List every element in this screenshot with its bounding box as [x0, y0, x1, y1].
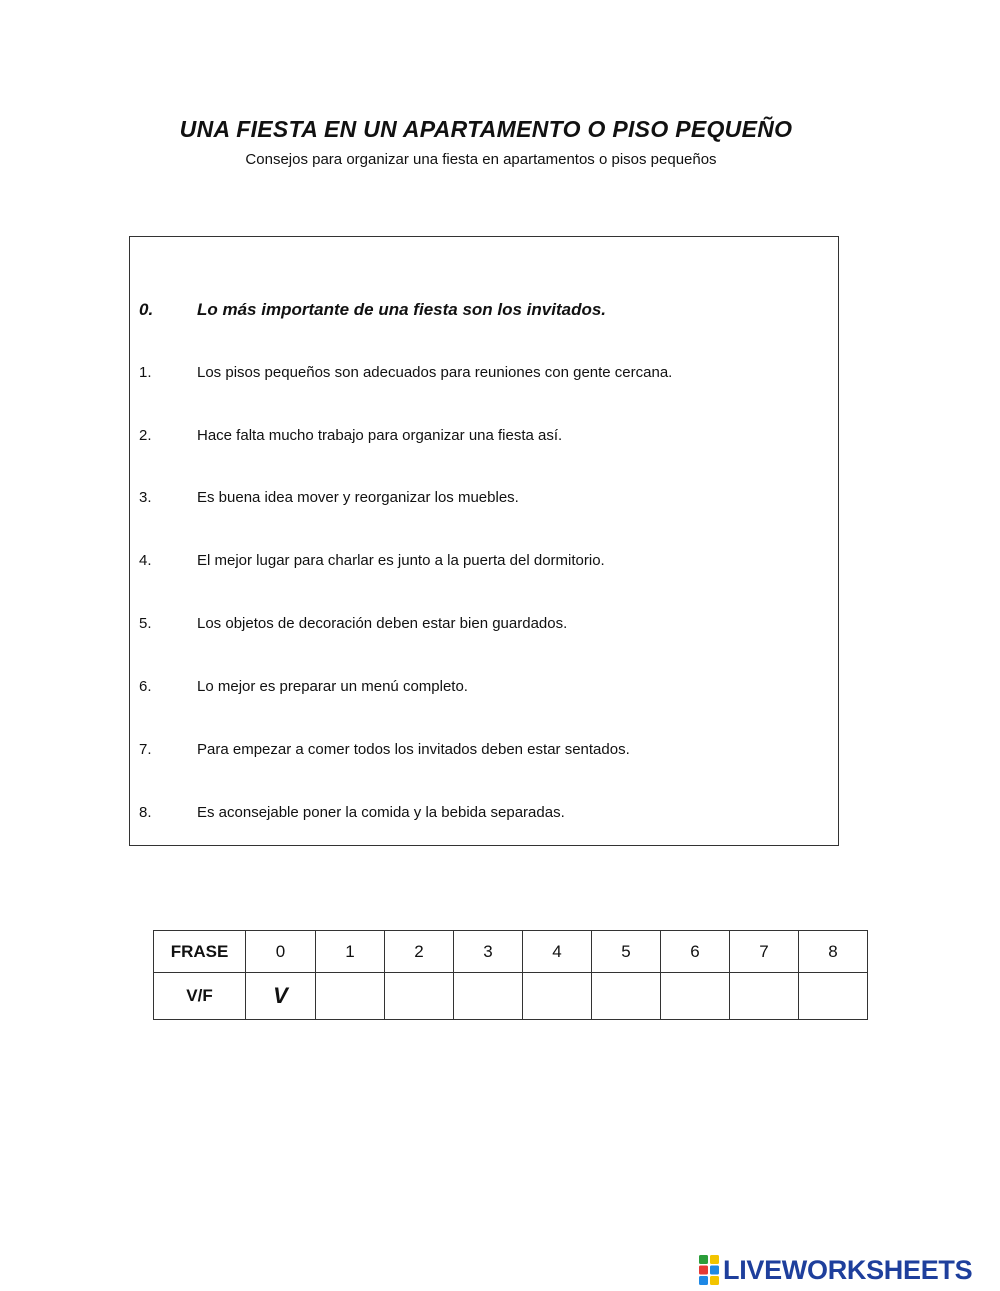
- statement-text: Lo más importante de una fiesta son los invitados.: [197, 300, 607, 319]
- statement-text: Es aconsejable poner la comida y la bebida separadas.: [197, 804, 565, 821]
- statement-2: [139, 427, 562, 444]
- statement-number: 4.: [139, 552, 152, 569]
- example-answer: V: [273, 983, 288, 1008]
- statement-5: [139, 615, 567, 632]
- column-header-7: 7: [730, 931, 799, 973]
- answer-cell-0: [246, 973, 316, 1020]
- statement-text: Los objetos de decoración deben estar bien guardados.: [197, 615, 568, 632]
- answer-input-3[interactable]: [454, 973, 522, 1019]
- answer-input-7[interactable]: [730, 973, 798, 1019]
- statement-3: [139, 489, 519, 506]
- brand-name: LIVEWORKSHEETS: [723, 1254, 973, 1285]
- statement-text: Hace falta mucho trabajo para organizar una fiesta así.: [197, 427, 563, 444]
- worksheet-subtitle: Consejos para organizar una fiesta en apartamentos o pisos pequeños: [245, 151, 717, 168]
- answer-table-header-row: [154, 931, 868, 973]
- statement-text: Los pisos pequeños son adecuados para reuniones con gente cercana.: [197, 364, 673, 381]
- answer-input-1[interactable]: [316, 973, 384, 1019]
- answer-input-8[interactable]: [799, 973, 867, 1019]
- statement-number: 5.: [139, 615, 152, 632]
- answer-cell-3[interactable]: [454, 973, 523, 1020]
- statement-text: El mejor lugar para charlar es junto a la puerta del dormitorio.: [197, 552, 605, 569]
- answer-input-2[interactable]: [385, 973, 453, 1019]
- answer-cell-1[interactable]: [316, 973, 385, 1020]
- row-label-vf: V/F: [154, 973, 246, 1020]
- statement-text: Lo mejor es preparar un menú completo.: [197, 678, 468, 695]
- statement-8: [139, 804, 565, 821]
- statement-number: 7.: [139, 741, 152, 758]
- answer-table-answer-row: [154, 973, 868, 1020]
- statement-7: [139, 741, 630, 758]
- statements-box: [129, 236, 839, 846]
- statement-0: [139, 300, 606, 320]
- answer-cell-6[interactable]: [661, 973, 730, 1020]
- worksheet-title: UNA FIESTA EN UN APARTAMENTO O PISO PEQUEÑO: [179, 116, 793, 142]
- statement-number: 0.: [139, 300, 154, 319]
- column-header-5: 5: [592, 931, 661, 973]
- statement-number: 8.: [139, 804, 152, 821]
- statement-number: 1.: [139, 364, 152, 381]
- liveworksheets-brand: [698, 1253, 972, 1287]
- column-header-0: 0: [246, 931, 316, 973]
- column-header-4: 4: [523, 931, 592, 973]
- column-header-2: 2: [385, 931, 454, 973]
- liveworksheets-logo-icon: [698, 1254, 720, 1286]
- column-header-6: 6: [661, 931, 730, 973]
- statement-text: Para empezar a comer todos los invitados deben estar sentados.: [197, 741, 630, 758]
- answer-cell-8[interactable]: [799, 973, 868, 1020]
- statement-4: [139, 552, 605, 569]
- answer-cell-4[interactable]: [523, 973, 592, 1020]
- column-header-8: 8: [799, 931, 868, 973]
- answer-cell-5[interactable]: [592, 973, 661, 1020]
- answer-input-6[interactable]: [661, 973, 729, 1019]
- answer-cell-2[interactable]: [385, 973, 454, 1020]
- answer-table: [153, 930, 868, 1020]
- statement-6: [139, 678, 468, 695]
- statement-text: Es buena idea mover y reorganizar los muebles.: [197, 489, 519, 506]
- column-header-3: 3: [454, 931, 523, 973]
- answer-input-5[interactable]: [592, 973, 660, 1019]
- column-header-1: 1: [316, 931, 385, 973]
- statement-1: [139, 364, 672, 381]
- answer-cell-7[interactable]: [730, 973, 799, 1020]
- statement-number: 2.: [139, 427, 152, 444]
- statement-number: 3.: [139, 489, 152, 506]
- answer-input-4[interactable]: [523, 973, 591, 1019]
- statement-number: 6.: [139, 678, 152, 695]
- row-label-frase: FRASE: [154, 931, 246, 973]
